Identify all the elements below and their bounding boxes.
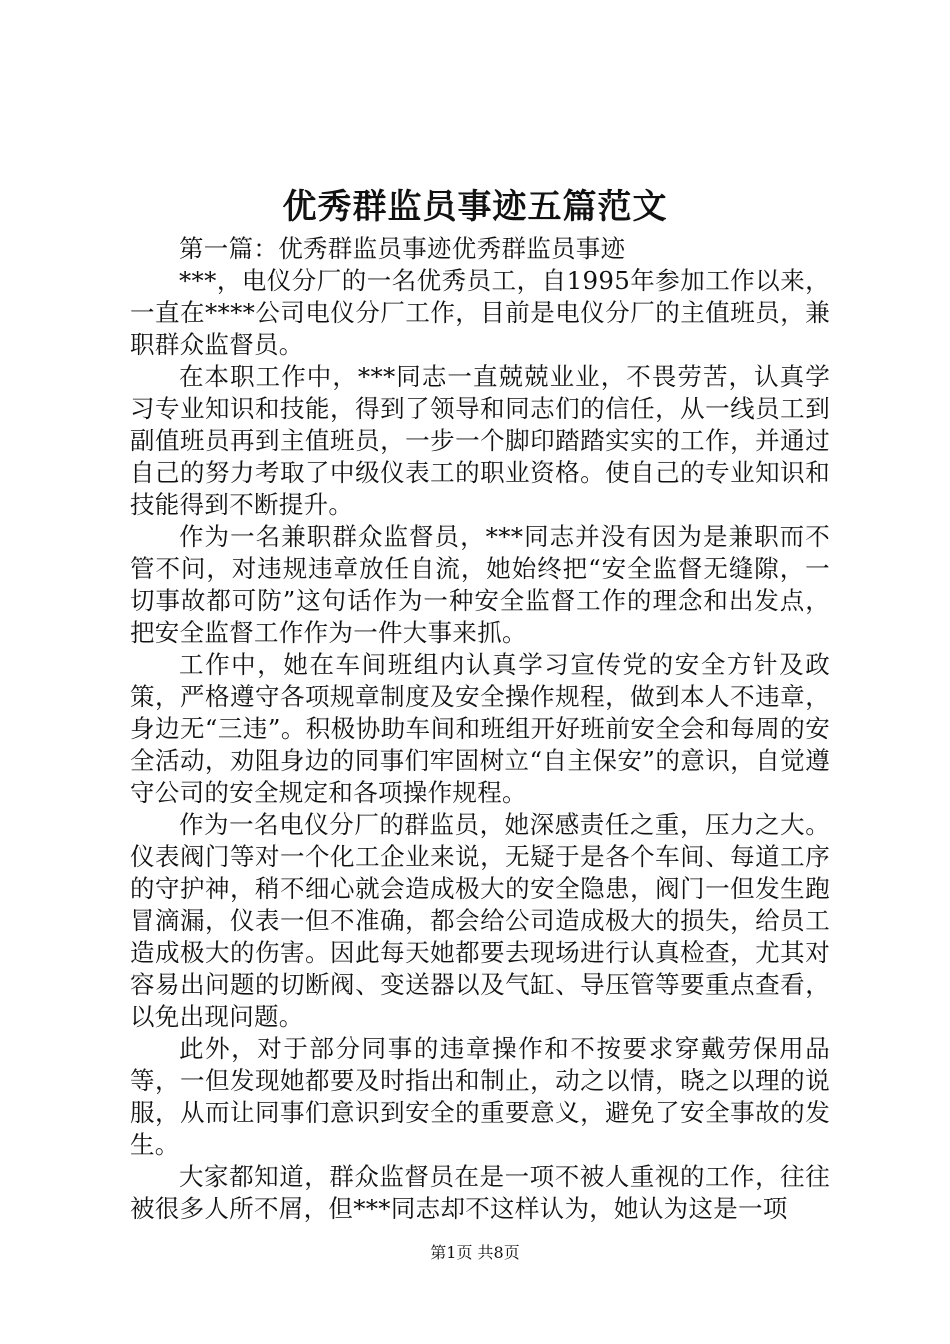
paragraph-6: 作为一名电仪分厂的群监员，她深感责任之重，压力之大。仪表阀门等对一个化工企业来说，无疑于是各个车间、每道工序的守护神，稍不细心就会造成极大的安全隐患，阀门一但发生跑冒滴漏，仪表一但不准确，都会给公司造成极大的损失，给员工造成极大的伤害。因此每天她都要去现场进行认真检查，尤其对容易出问题的切断阀、变送器以及气缸、导压管等要重点查看，以免出现问题。	[130, 810, 830, 1031]
paragraph-8: 大家都知道，群众监督员在是一项不被人重视的工作，往往被很多人所不屑，但***同志却不这样认为，她认为这是一项	[130, 1162, 830, 1223]
paragraph-5: 工作中，她在车间班组内认真学习宣传党的安全方针及政策，严格遵守各项规章制度及安全操作规程，做到本人不违章，身边无“三违”。积极协助车间和班组开好班前安全会和每周的安全活动，劝阻身边的同事们牢固树立“自主保安”的意识，自觉遵守公司的安全规定和各项操作规程。	[130, 650, 830, 807]
paragraph-2: ***，电仪分厂的一名优秀员工，自1995年参加工作以来，一直在****公司电仪分厂工作，目前是电仪分厂的主值班员，兼职群众监督员。	[130, 266, 830, 359]
paragraph-3: 在本职工作中，***同志一直兢兢业业，不畏劳苦，认真学习专业知识和技能，得到了领导和同志们的信任，从一线员工到副值班员再到主值班员，一步一个脚印踏踏实实的工作，并通过自己的努力考取了中级仪表工的职业资格。使自己的专业知识和技能得到不断提升。	[130, 362, 830, 519]
paragraph-7: 此外，对于部分同事的违章操作和不按要求穿戴劳保用品等，一但发现她都要及时指出和制止，动之以情，晓之以理的说服，从而让同事们意识到安全的重要意义，避免了安全事故的发生。	[130, 1034, 830, 1159]
document-title: 优秀群监员事迹五篇范文	[282, 187, 668, 227]
page-footer: 第1页 共8页	[430, 1243, 520, 1262]
document-body	[130, 233, 830, 1225]
paragraph-1: 第一篇：优秀群监员事迹优秀群监员事迹	[179, 234, 626, 263]
paragraph-4: 作为一名兼职群众监督员，***同志并没有因为是兼职而不管不问，对违规违章放任自流，她始终把“安全监督无缝隙，一切事故都可防”这句话作为一种安全监督工作的理念和出发点，把安全监督工作作为一件大事来抓。	[130, 522, 830, 647]
